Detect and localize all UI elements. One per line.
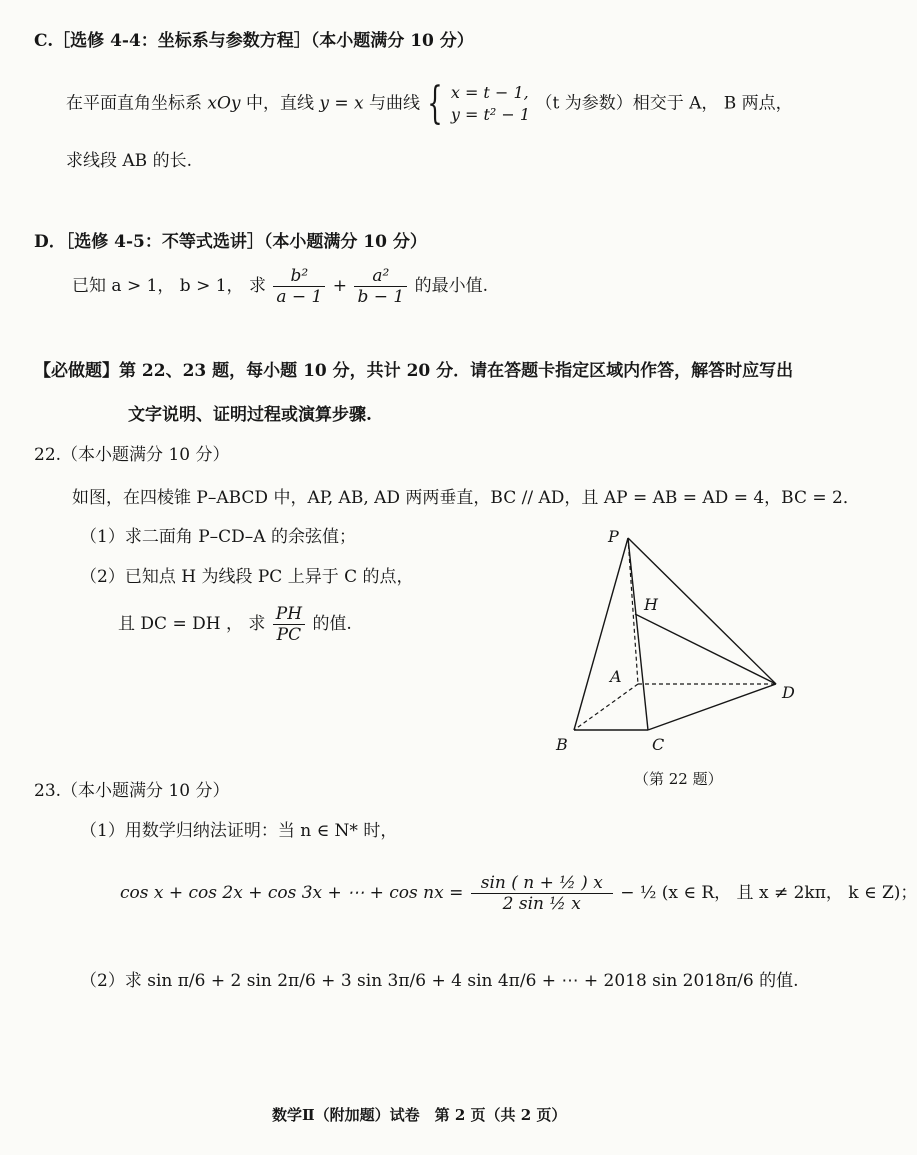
- question-c-line1: [66, 78, 793, 129]
- pyramid-figure: [540, 520, 820, 760]
- fraction-1: [273, 266, 325, 307]
- required-line1: 【必做题】第 22、23 题，每小题 10 分，共计 20 分．请在答题卡指定区域内作答，解答时应写出: [34, 361, 794, 381]
- numerator: b²: [273, 266, 325, 287]
- eq-right: − ½ (x ∈ R， 且 x ≠ 2kπ， k ∈ Z)；: [620, 883, 917, 903]
- segment-hd: [635, 614, 776, 684]
- label-a: A: [610, 667, 622, 686]
- text: 的最小值.: [414, 276, 489, 296]
- page-footer: 数学Ⅱ（附加题）试卷 第 2 页（共 2 页）: [272, 1106, 567, 1124]
- text: 中，直线: [240, 93, 320, 114]
- question-22-part2b: [118, 604, 352, 645]
- denominator: 2 sin ½ x: [502, 894, 581, 914]
- math-xoy: xOy: [207, 93, 241, 114]
- question-c-line2: 求线段 AB 的长.: [66, 151, 192, 171]
- numerator: sin ( n + ½ ) x: [471, 873, 613, 894]
- question-23-part2: （2）求 sin π/6 + 2 sin 2π/6 + 3 sin 3π/6 + 4 sin 4π/6 + ⋯ + 2018 sin 2018π/6 的值.: [80, 971, 799, 991]
- question-22-part2: （2）已知点 H 为线段 PC 上异于 C 的点，: [80, 567, 414, 587]
- brace-symbol: {: [427, 78, 444, 129]
- text: 已知 a > 1， b > 1， 求: [72, 276, 272, 296]
- edge-cd: [648, 684, 776, 730]
- eq-fraction: [471, 873, 613, 914]
- text: 的值.: [312, 614, 352, 634]
- numerator: a²: [354, 266, 407, 287]
- label-h: H: [644, 595, 658, 614]
- parametric-system: [451, 82, 530, 126]
- question-23-heading: 23.（本小题满分 10 分）: [34, 781, 230, 801]
- edge-ab-hidden: [574, 684, 638, 730]
- system-eq2: y = t² − 1: [450, 105, 531, 124]
- numerator: PH: [273, 604, 305, 625]
- edge-pc: [628, 538, 648, 730]
- fraction-2: [354, 266, 407, 307]
- text: 在平面直角坐标系: [66, 93, 208, 114]
- denominator: b − 1: [357, 287, 405, 307]
- label-c: C: [652, 735, 665, 754]
- eq-left: cos x + cos 2x + cos 3x + ⋯ + cos nx =: [120, 883, 464, 903]
- plus: +: [332, 276, 348, 296]
- denominator: a − 1: [276, 287, 323, 307]
- question-d-body: [72, 266, 488, 307]
- question-22-part1: （1）求二面角 P–CD–A 的余弦值；: [80, 527, 356, 547]
- system-eq1: x = t − 1,: [450, 83, 529, 102]
- edge-pb: [574, 538, 628, 730]
- question-22-stem: 如图，在四棱锥 P–ABCD 中，AP, AB, AD 两两垂直，BC // AD，且 AP = AB = AD = 4，BC = 2．: [72, 488, 860, 508]
- denominator: PC: [276, 625, 302, 645]
- figure-caption: （第 22 题）: [634, 770, 723, 788]
- math-line: y = x: [319, 93, 364, 114]
- label-b: B: [556, 735, 568, 754]
- question-22-heading: 22.（本小题满分 10 分）: [34, 445, 230, 465]
- question-23-part1: （1）用数学归纳法证明：当 n ∈ N* 时，: [80, 821, 398, 841]
- label-d: D: [782, 683, 795, 702]
- text: 且 DC = DH ， 求: [118, 614, 271, 634]
- question-d-heading: D．［选修 4-5：不等式选讲］（本小题满分 10 分）: [34, 232, 427, 252]
- fraction-ph-pc: [273, 604, 305, 645]
- text: 与曲线: [363, 93, 421, 114]
- edge-pa-hidden: [628, 538, 638, 684]
- question-c-heading: C.［选修 4-4：坐标系与参数方程］（本小题满分 10 分）: [34, 31, 474, 51]
- label-p: P: [608, 527, 619, 546]
- required-line2: 文字说明、证明过程或演算步骤.: [128, 405, 372, 425]
- question-23-equation: [120, 873, 917, 914]
- text: （t 为参数）相交于 A， B 两点，: [535, 93, 793, 114]
